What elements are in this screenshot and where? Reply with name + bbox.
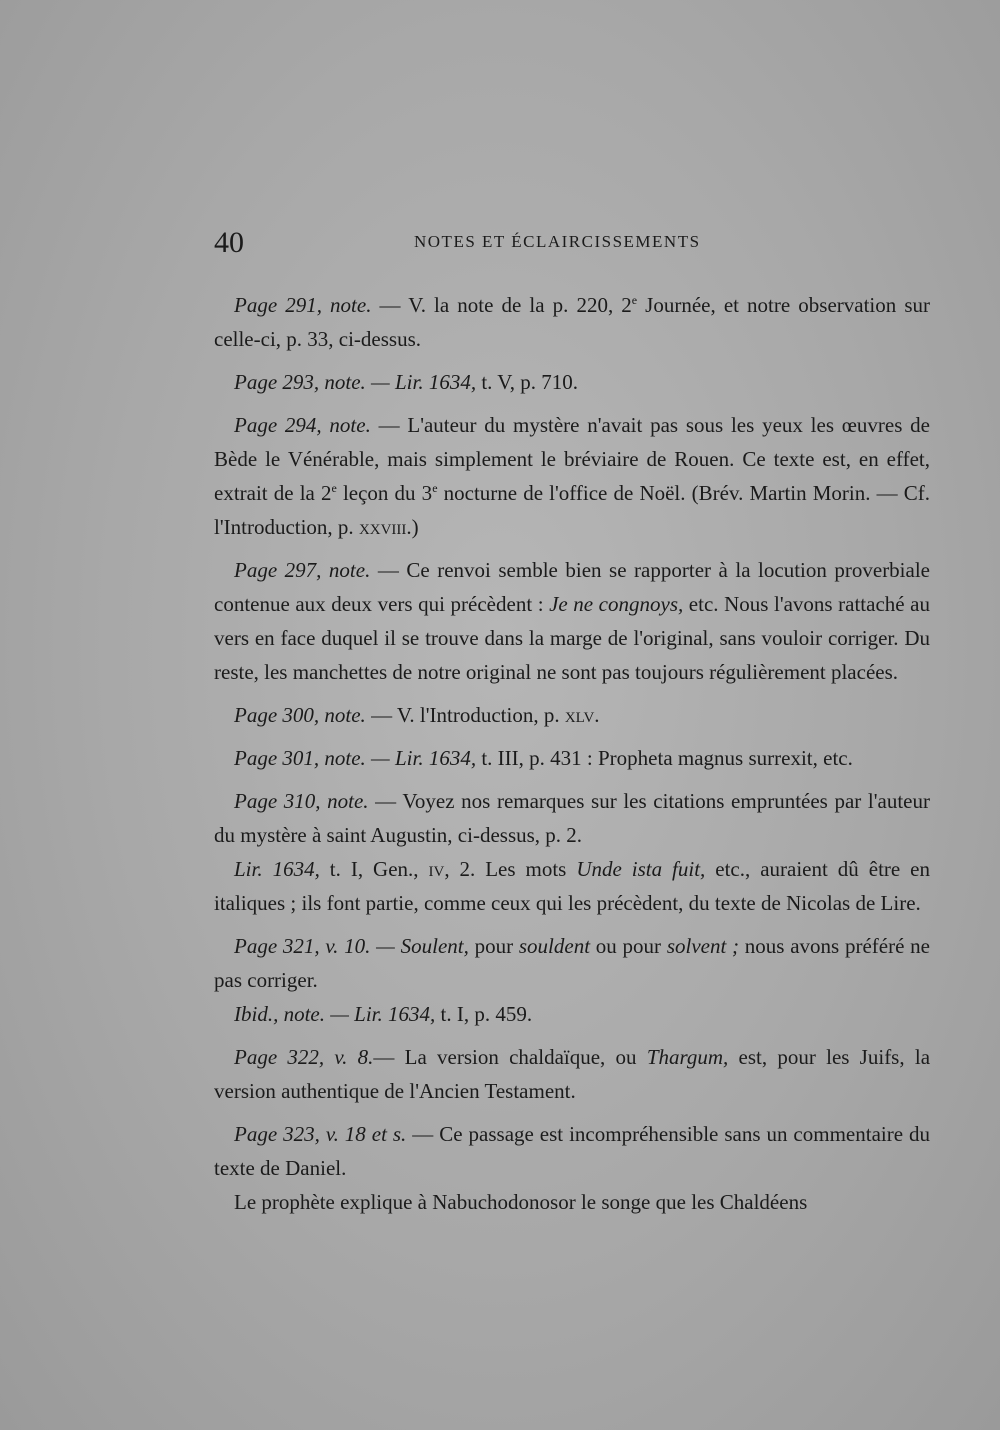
note-reference: Ibid., note. — Lir. 1634,	[234, 1002, 436, 1026]
note-entry: Page 294, note. — L'auteur du mystère n'avait pas sous les yeux les œuvres de Bède le Vénérable, mais simplement le bréviaire de Rouen. Ce texte est, en effet, extrait de la 2e leçon du 3e nocturne de l'office de Noël. (Brév. Martin Morin. — Cf. l'Introduction, p. xxviii.)	[214, 413, 930, 539]
page-number: 40	[214, 226, 244, 259]
note-entry: Page 323, v. 18 et s. — Ce passage est incompréhensible sans un commentaire du texte de Daniel.	[214, 1122, 930, 1180]
page-header	[214, 226, 930, 266]
note-entry: Page 291, note. — V. la note de la p. 220, 2e Journée, et notre observation sur celle-ci, p. 33, ci-dessus.	[214, 293, 930, 351]
running-title: NOTES ET ÉCLAIRCISSEMENTS	[414, 232, 701, 251]
note-reference: Page 310, note.	[234, 789, 369, 813]
note-reference: Lir. 1634,	[234, 857, 320, 881]
note-reference: Page 291, note.	[234, 293, 372, 317]
note-entry: Page 301, note. — Lir. 1634, t. III, p. 431 : Propheta magnus surrexit, etc.	[234, 746, 853, 770]
note-reference: Page 294, note.	[234, 413, 371, 437]
note-entry: Page 293, note. — Lir. 1634, t. V, p. 710.	[234, 370, 579, 394]
note-reference: Page 293, note. — Lir. 1634,	[234, 370, 477, 394]
note-reference: Page 297, note.	[234, 558, 371, 582]
note-entry: Page 322, v. 8.— La version chaldaïque, ou Thargum, est, pour les Juifs, la version authentique de l'Ancien Testament.	[214, 1045, 931, 1103]
note-entry: Lir. 1634, t. I, Gen., iv, 2. Les mots Unde ista fuit, etc., auraient dû être en italiques ; ils font partie, comme ceux qui les précèdent, du texte de Nicolas de Lire.	[214, 857, 930, 915]
note-reference: Page 323, v. 18 et s.	[234, 1122, 407, 1146]
note-entry: Page 321, v. 10. — Soulent, pour souldent ou pour solvent ; nous avons préféré ne pas corriger.	[214, 934, 930, 992]
note-entry: Page 300, note. — V. l'Introduction, p. xlv.	[234, 703, 600, 727]
body-text	[214, 288, 930, 1228]
note-entry: Page 310, note. — Voyez nos remarques sur les citations empruntées par l'auteur du mystère à saint Augustin, ci-dessus, p. 2.	[214, 789, 930, 847]
note-entry: Page 297, note. — Ce renvoi semble bien se rapporter à la locution proverbiale contenue aux deux vers qui précèdent : Je ne congnoys, etc. Nous l'avons rattaché au vers en face duquel il se trouve dans la marge de l'original, sans vouloir corriger. Du reste, les manchettes de notre original ne sont pas toujours régulièrement placées.	[214, 558, 930, 684]
note-reference: Page 322, v. 8.	[234, 1045, 374, 1069]
note-entry: Ibid., note. — Lir. 1634, t. I, p. 459.	[234, 1002, 533, 1026]
note-reference: Page 321, v. 10. — Soulent,	[234, 934, 469, 958]
note-reference: Page 300, note.	[234, 703, 366, 727]
note-entry: Le prophète explique à Nabuchodonosor le songe que les Chaldéens	[234, 1190, 808, 1214]
note-reference: Page 301, note. — Lir. 1634,	[234, 746, 477, 770]
